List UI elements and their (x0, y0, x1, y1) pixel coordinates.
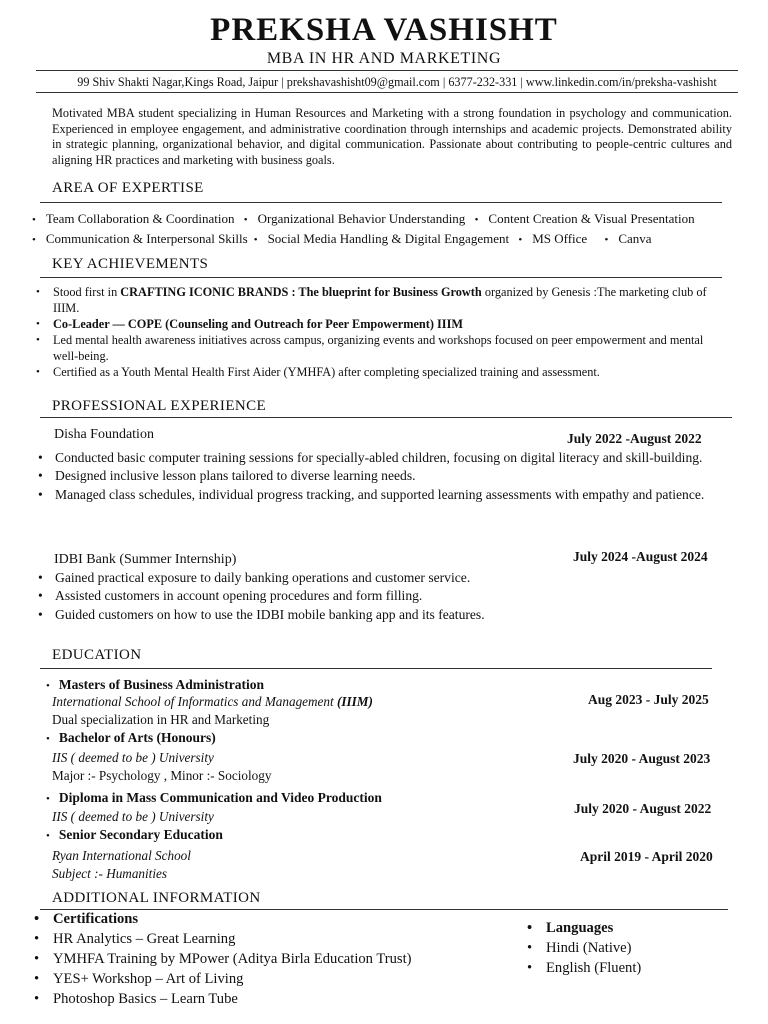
job-org: IDBI Bank (Summer Internship) (54, 552, 237, 567)
section-rule (40, 277, 722, 278)
education-dates: July 2020 - August 2023 (573, 751, 711, 766)
list-item: • English (Fluent) (525, 958, 641, 978)
education-degree: • Masters of Business Administration (46, 677, 264, 693)
certifications-list (32, 909, 412, 1009)
job-dates: July 2022 -August 2022 (567, 431, 702, 446)
job-dates: July 2024 -August 2024 (573, 549, 708, 564)
candidate-title: MBA IN HR AND MARKETING (266, 50, 502, 67)
education-school: International School of Informatics and Management (IIIM) (52, 694, 373, 709)
expertise-item: Team Collaboration & Coordination (45, 211, 235, 226)
list-item: • Languages (525, 918, 641, 938)
section-title-experience: PROFESSIONAL EXPERIENCE (52, 398, 267, 414)
list-item: • Co-Leader — COPE (Counseling and Outreach for Peer Empowerment) IIIM (36, 316, 724, 332)
list-item: • Certified as a Youth Mental Health First Aider (YMHFA) after completing specialized training and assessment. (36, 364, 724, 380)
expertise-item: Content Creation & Visual Presentation (488, 211, 695, 226)
education-dates: April 2019 - April 2020 (580, 849, 713, 864)
candidate-name: PREKSHA VASHISHT (210, 12, 558, 48)
education-detail: Dual specialization in HR and Marketing (52, 712, 270, 727)
expertise-row-1: • Team Collaboration & Coordination • Organizational Behavior Understanding • Content Creation & Visual Presentation (32, 211, 695, 226)
job-points (38, 569, 518, 624)
section-title-education: EDUCATION (52, 647, 142, 663)
header-divider-bottom (36, 92, 738, 93)
education-school: Ryan International School (52, 848, 191, 863)
list-item: • Designed inclusive lesson plans tailored to diverse learning needs. (38, 467, 716, 485)
expertise-item: Canva (618, 231, 652, 246)
section-title-expertise: AREA OF EXPERTISE (52, 180, 204, 196)
education-school: IIS ( deemed to be ) University (52, 750, 214, 765)
education-detail: Subject :- Humanities (52, 866, 167, 881)
education-school: IIS ( deemed to be ) University (52, 809, 214, 824)
education-degree: • Diploma in Mass Communication and Video Production (46, 790, 382, 806)
list-item: • HR Analytics – Great Learning (32, 929, 412, 949)
job-points (38, 449, 716, 504)
education-dates: Aug 2023 - July 2025 (588, 692, 709, 707)
job-org: Disha Foundation (54, 427, 154, 442)
profile-summary: Motivated MBA student specializing in Human Resources and Marketing with a strong foundation in psychology and communication. Experienced in employee engagement, and administrative coordination through internships and academic projects. Demonstrated ability in strategic planning, organizational behavior, and digital communication. Passionate about contributing to people-centric cultures and aligning HR practices and marketing with business goals. (52, 106, 732, 167)
contact-info: 99 Shiv Shakti Nagar,Kings Road, Jaipur | prekshavashisht09@gmail.com | 6377-232-331 | www.linkedin.com/in/preksha-vashisht (77, 75, 717, 89)
list-item: • Led mental health awareness initiatives across campus, organizing events and workshops focused on peer empowerment and mental well-being. (36, 332, 724, 364)
header-divider-top (36, 70, 738, 71)
expertise-item: Communication & Interpersonal Skills (45, 231, 248, 246)
list-item: • Photoshop Basics – Learn Tube (32, 989, 412, 1009)
expertise-item: Social Media Handling & Digital Engagement (267, 231, 510, 246)
achievements-list (36, 284, 724, 380)
education-detail: Major :- Psychology , Minor :- Sociology (52, 768, 272, 783)
list-item: • Stood first in CRAFTING ICONIC BRANDS : The blueprint for Business Growth organized by Genesis :The marketing club of IIIM. (36, 284, 724, 316)
section-title-achievements: KEY ACHIEVEMENTS (52, 256, 209, 272)
expertise-row-2: • Communication & Interpersonal Skills • Social Media Handling & Digital Engagement • MS Office • Canva (32, 231, 652, 246)
section-rule (40, 668, 712, 669)
list-item: • YMHFA Training by MPower (Aditya Birla Education Trust) (32, 949, 412, 969)
languages-list (525, 918, 641, 978)
list-item: • Conducted basic computer training sessions for specially-abled children, focusing on digital literacy and skill-building. (38, 449, 716, 467)
expertise-item: MS Office (532, 231, 588, 246)
list-item: • Hindi (Native) (525, 938, 641, 958)
list-item: • Gained practical exposure to daily banking operations and customer service. (38, 569, 518, 587)
education-degree: • Bachelor of Arts (Honours) (46, 730, 216, 746)
expertise-item: Organizational Behavior Understanding (257, 211, 466, 226)
section-rule (40, 202, 722, 203)
list-item: • Guided customers on how to use the IDBI mobile banking app and its features. (38, 606, 518, 624)
list-item: • YES+ Workshop – Art of Living (32, 969, 412, 989)
list-item: • Assisted customers in account opening procedures and form filling. (38, 587, 518, 605)
section-title-additional: ADDITIONAL INFORMATION (52, 890, 261, 906)
list-item: • Certifications (32, 909, 412, 929)
education-dates: July 2020 - August 2022 (574, 801, 712, 816)
education-degree: • Senior Secondary Education (46, 827, 223, 843)
section-rule (40, 417, 732, 418)
list-item: • Managed class schedules, individual progress tracking, and supported learning assessments with empathy and patience. (38, 486, 716, 504)
